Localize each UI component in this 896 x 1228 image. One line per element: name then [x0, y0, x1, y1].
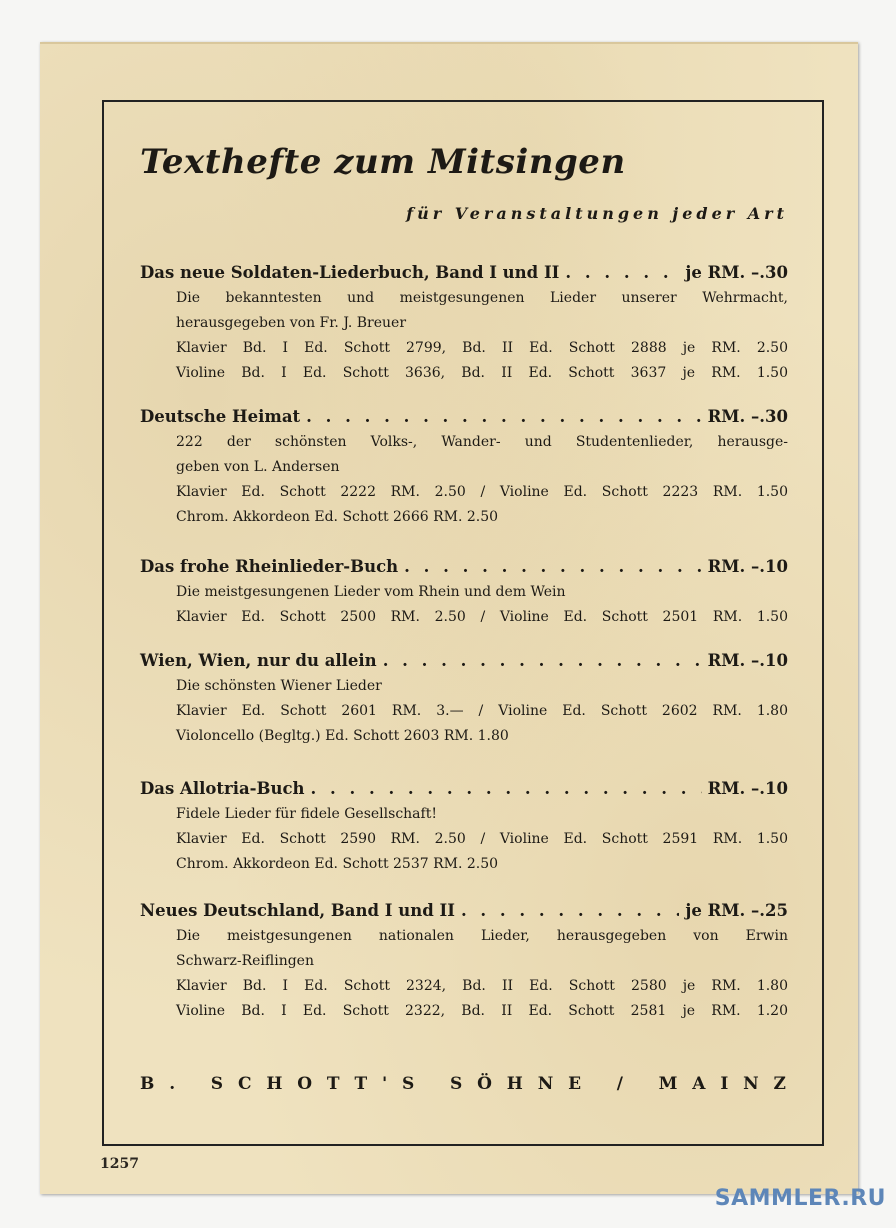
entry-price: RM. –.30	[707, 407, 788, 426]
catalog-entry	[140, 776, 788, 898]
entry-line: Schwarz-Reiflingen	[176, 953, 314, 969]
catalog-entry	[140, 648, 788, 776]
entry-title: Neues Deutschland, Band I und II	[140, 901, 455, 920]
page-number: 1257	[100, 1156, 139, 1172]
page-title: Texthefte zum Mitsingen	[140, 142, 626, 182]
entry-line: Klavier Bd. I Ed. Schott 2324, Bd. II Ed. Schott 2580 je RM. 1.80	[176, 978, 788, 994]
entry-line: herausgegeben von Fr. J. Breuer	[176, 315, 407, 331]
entry-price: RM. –.10	[707, 651, 788, 670]
catalog-entries	[140, 260, 788, 1038]
entry-title: Deutsche Heimat	[140, 407, 301, 426]
entry-line: Klavier Bd. I Ed. Schott 2799, Bd. II Ed. Schott 2888 je RM. 2.50	[176, 340, 788, 356]
entry-line: Violine Bd. I Ed. Schott 2322, Bd. II Ed. Schott 2581 je RM. 1.20	[176, 1003, 788, 1019]
entry-line: Klavier Ed. Schott 2222 RM. 2.50 / Violine Ed. Schott 2223 RM. 1.50	[176, 484, 788, 500]
dot-leader	[383, 648, 702, 674]
entry-heading	[140, 776, 788, 802]
entry-price: je RM. –.25	[685, 901, 788, 920]
entry-line: Die meistgesungenen Lieder vom Rhein und dem Wein	[176, 584, 566, 600]
entry-price: je RM. –.30	[685, 263, 788, 282]
entry-line: 222 der schönsten Volks-, Wander- und Studentenlieder, herausge-	[176, 434, 788, 450]
entry-title: Das frohe Rheinlieder-Buch	[140, 557, 399, 576]
entry-title: Das Allotria-Buch	[140, 779, 305, 798]
entry-line: Violine Bd. I Ed. Schott 3636, Bd. II Ed. Schott 3637 je RM. 1.50	[176, 365, 788, 381]
entry-heading	[140, 554, 788, 580]
entry-line: geben von L. Andersen	[176, 459, 340, 475]
entry-line: Fidele Lieder für fidele Gesellschaft!	[176, 806, 437, 822]
publisher-imprint: B . S C H O T T ' S S Ö H N E / M A I N Z	[140, 1074, 788, 1094]
dot-leader	[404, 554, 701, 580]
dot-leader	[565, 260, 679, 286]
entry-line: Chrom. Akkordeon Ed. Schott 2537 RM. 2.50	[176, 856, 499, 872]
entry-line: Violoncello (Begltg.) Ed. Schott 2603 RM. 1.80	[176, 728, 509, 744]
site-watermark: SAMMLER.RU	[714, 1186, 886, 1211]
page-subtitle: für Veranstaltungen jeder Art	[406, 204, 788, 223]
entry-line: Chrom. Akkordeon Ed. Schott 2666 RM. 2.50	[176, 509, 499, 525]
entry-line: Die schönsten Wiener Lieder	[176, 678, 382, 694]
entry-line: Die bekanntesten und meistgesungenen Lieder unserer Wehrmacht,	[176, 290, 788, 306]
entry-price: RM. –.10	[707, 557, 788, 576]
dot-leader	[306, 404, 701, 430]
entry-line: Klavier Ed. Schott 2601 RM. 3.— / Violine Ed. Schott 2602 RM. 1.80	[176, 703, 788, 719]
catalog-entry	[140, 404, 788, 554]
dot-leader	[310, 776, 701, 802]
entry-line: Klavier Ed. Schott 2500 RM. 2.50 / Violine Ed. Schott 2501 RM. 1.50	[176, 609, 788, 625]
entry-title: Das neue Soldaten-Liederbuch, Band I und II	[140, 263, 560, 282]
entry-heading	[140, 260, 788, 286]
dot-leader	[461, 898, 679, 924]
entry-heading	[140, 648, 788, 674]
catalog-entry	[140, 260, 788, 404]
catalog-entry	[140, 898, 788, 1038]
entry-heading	[140, 404, 788, 430]
entry-line: Klavier Ed. Schott 2590 RM. 2.50 / Violine Ed. Schott 2591 RM. 1.50	[176, 831, 788, 847]
content-frame	[102, 100, 824, 1146]
booklet-back-cover	[40, 42, 858, 1194]
entry-price: RM. –.10	[707, 779, 788, 798]
entry-heading	[140, 898, 788, 924]
catalog-entry	[140, 554, 788, 648]
entry-line: Die meistgesungenen nationalen Lieder, herausgegeben von Erwin	[176, 928, 788, 944]
entry-title: Wien, Wien, nur du allein	[140, 651, 377, 670]
